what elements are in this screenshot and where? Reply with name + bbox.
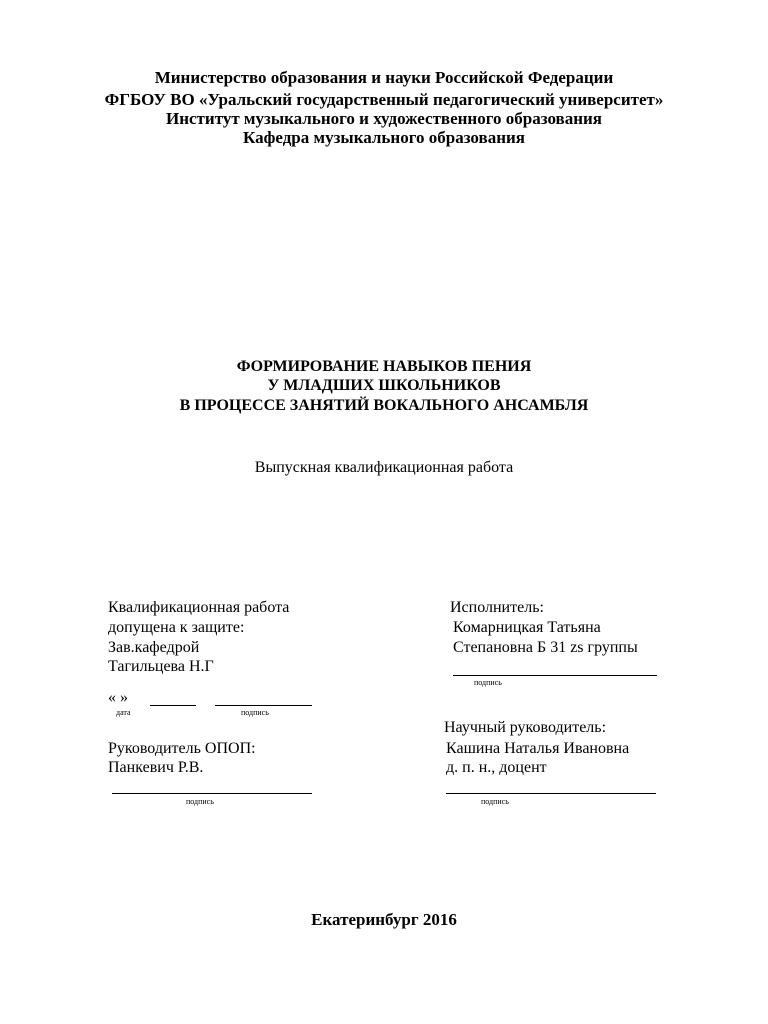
institute-line: Институт музыкального и художественного образования [165, 109, 603, 128]
advisor-name: Кашина Наталья Ивановна [446, 740, 630, 757]
admission-line-1: Квалификационная работа [108, 599, 290, 616]
advisor-signature-caption: подпись [481, 797, 509, 806]
opop-signature-caption: подпись [186, 797, 214, 806]
signature-caption: подпись [241, 708, 269, 717]
advisor-signature-underline [446, 793, 656, 794]
advisor-degree: д. п. н., доцент [446, 759, 547, 776]
executor-group: Степановна Б 31 zs группы [453, 639, 638, 656]
date-caption: дата [116, 708, 131, 717]
opop-head-name: Панкевич Р.В. [108, 759, 204, 776]
head-of-department-name: Тагильцева Н.Г [108, 658, 214, 675]
opop-signature-underline [112, 793, 312, 794]
date-underline [150, 705, 196, 706]
thesis-title-line-1: ФОРМИРОВАНИЕ НАВЫКОВ ПЕНИЯ [236, 358, 532, 375]
opop-head-label: Руководитель ОПОП: [108, 740, 256, 757]
university-line: ФГБОУ ВО «Уральский государственный педагогический университет» [104, 90, 664, 109]
thesis-title-line-3: В ПРОЦЕССЕ ЗАНЯТИЙ ВОКАЛЬНОГО АНСАМБЛЯ [179, 397, 589, 414]
date-quotes: « » [108, 689, 128, 706]
city-year: Екатеринбург 2016 [311, 910, 457, 929]
work-type: Выпускная квалификационная работа [254, 459, 514, 476]
executor-name: Комарницкая Татьяна [453, 619, 601, 636]
advisor-label: Научный руководитель: [444, 719, 607, 736]
executor-label: Исполнитель: [450, 599, 544, 616]
executor-signature-underline [453, 675, 657, 676]
head-of-department-label: Зав.кафедрой [108, 639, 200, 656]
signature-underline [215, 705, 312, 706]
executor-signature-caption: подпись [474, 678, 502, 687]
admission-line-2: допущена к защите: [108, 619, 245, 636]
thesis-title-line-2: У МЛАДШИХ ШКОЛЬНИКОВ [267, 377, 501, 394]
department-line: Кафедра музыкального образования [243, 128, 525, 147]
ministry-line: Министерство образования и науки Российской Федерации [154, 68, 614, 87]
